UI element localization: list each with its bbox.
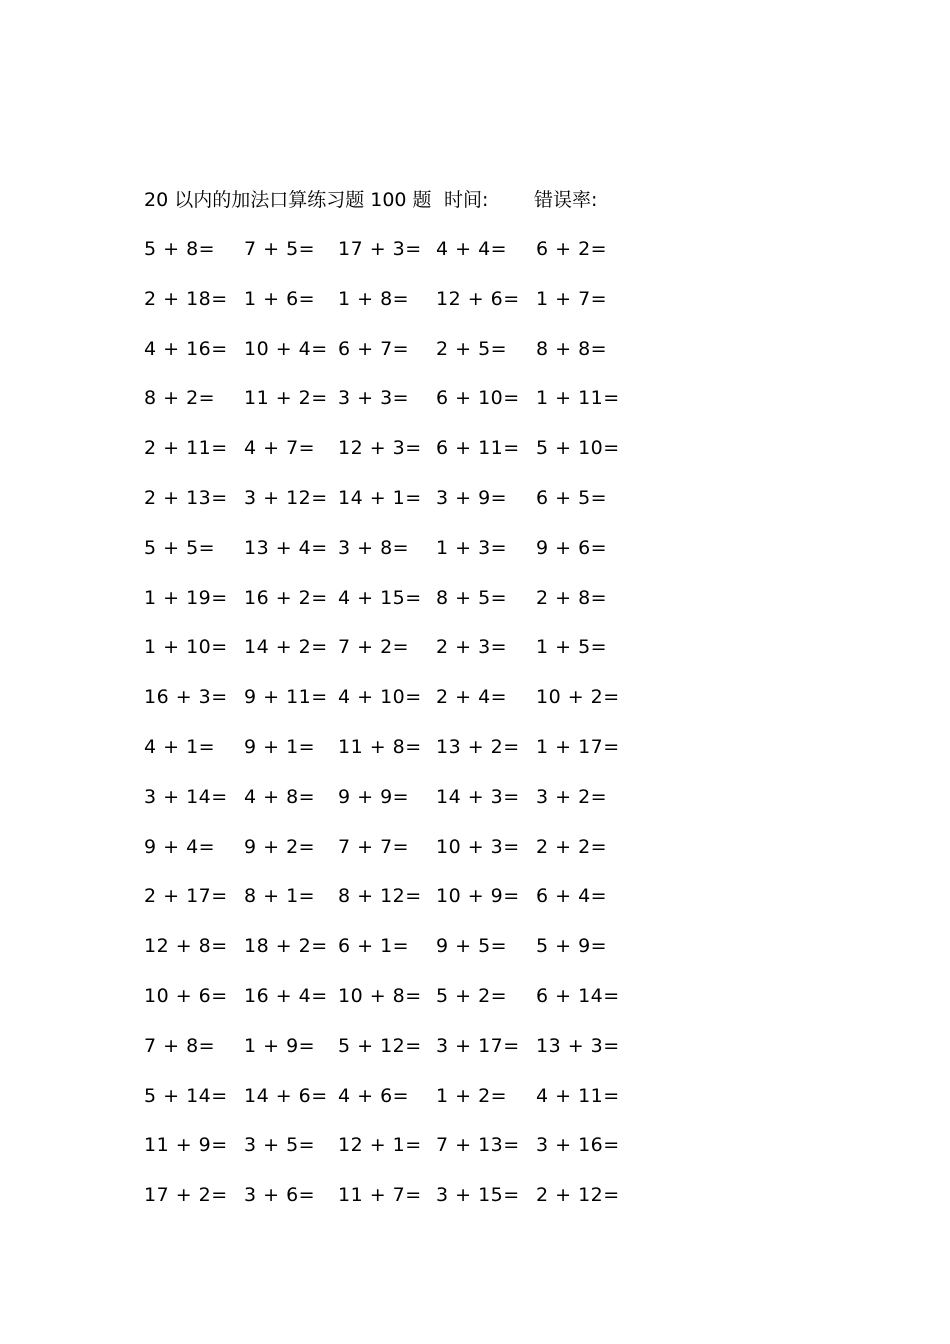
problem-item: 3 + 9= (436, 486, 508, 509)
time-label: 时间: (444, 189, 489, 211)
problem-item: 11 + 2= (244, 387, 328, 410)
problem-item: 10 + 9= (436, 885, 520, 908)
problem-item: 6 + 11= (436, 437, 520, 460)
problem-row (140, 832, 640, 882)
problem-item: 6 + 7= (338, 337, 410, 360)
problem-item: 7 + 13= (436, 1134, 520, 1157)
problem-row (140, 1081, 640, 1131)
problem-item: 1 + 17= (536, 735, 620, 758)
problem-item: 2 + 4= (436, 686, 508, 709)
problem-row (140, 483, 640, 533)
problem-row (140, 284, 640, 334)
problem-item: 2 + 18= (144, 287, 228, 310)
problem-item: 1 + 8= (338, 287, 410, 310)
problem-item: 9 + 2= (244, 835, 316, 858)
problem-item: 6 + 14= (536, 984, 620, 1007)
problem-item: 13 + 2= (436, 735, 520, 758)
problem-item: 17 + 3= (338, 238, 422, 260)
problem-item: 10 + 2= (536, 686, 620, 709)
problem-item: 13 + 4= (244, 536, 328, 559)
problem-item: 8 + 5= (436, 586, 508, 609)
problem-item: 9 + 11= (244, 686, 328, 709)
problem-item: 1 + 19= (144, 586, 228, 609)
problem-row (140, 632, 640, 682)
problem-item: 9 + 9= (338, 785, 410, 808)
problem-item: 10 + 4= (244, 337, 328, 360)
problem-item: 10 + 6= (144, 984, 228, 1007)
problem-item: 5 + 12= (338, 1034, 422, 1057)
problem-item: 8 + 2= (144, 387, 216, 410)
problem-item: 14 + 6= (244, 1084, 328, 1107)
problem-item: 5 + 9= (536, 935, 608, 958)
problem-item: 4 + 10= (338, 686, 422, 709)
problem-row (140, 1130, 640, 1180)
problem-row (140, 1180, 640, 1230)
problem-item: 4 + 16= (144, 337, 228, 360)
problem-row (140, 682, 640, 732)
problem-item: 9 + 1= (244, 735, 316, 758)
problem-item: 1 + 3= (436, 536, 508, 559)
problem-row (140, 334, 640, 384)
problem-item: 5 + 2= (436, 984, 508, 1007)
problem-item: 9 + 5= (436, 935, 508, 958)
problem-item: 11 + 8= (338, 735, 422, 758)
problem-row (140, 782, 640, 832)
problem-item: 7 + 7= (338, 835, 410, 858)
problem-item: 11 + 9= (144, 1134, 228, 1157)
problem-item: 6 + 5= (536, 486, 608, 509)
problem-item: 1 + 7= (536, 287, 608, 310)
problem-item: 16 + 3= (144, 686, 228, 709)
problem-item: 3 + 5= (244, 1134, 316, 1157)
problem-item: 2 + 11= (144, 437, 228, 460)
problem-item: 2 + 13= (144, 486, 228, 509)
problem-item: 1 + 6= (244, 287, 316, 310)
problem-row (140, 433, 640, 483)
problem-item: 14 + 1= (338, 486, 422, 509)
problem-item: 3 + 16= (536, 1134, 620, 1157)
problem-item: 5 + 10= (536, 437, 620, 460)
problem-item: 6 + 4= (536, 885, 608, 908)
problem-item: 1 + 9= (244, 1034, 316, 1057)
problem-item: 12 + 8= (144, 935, 228, 958)
problem-item: 16 + 2= (244, 586, 328, 609)
problem-item: 1 + 2= (436, 1084, 508, 1107)
problem-item: 12 + 6= (436, 287, 520, 310)
problem-item: 14 + 2= (244, 636, 328, 659)
problem-row (140, 881, 640, 931)
problem-item: 1 + 5= (536, 636, 608, 659)
problem-row (140, 1031, 640, 1081)
problem-item: 4 + 1= (144, 735, 216, 758)
problem-row (140, 234, 640, 284)
problem-item: 5 + 8= (144, 238, 216, 260)
worksheet-title: 20 以内的加法口算练习题 100 题 (144, 189, 432, 211)
problem-grid (140, 234, 640, 1230)
problem-item: 8 + 8= (536, 337, 608, 360)
problem-item: 12 + 3= (338, 437, 422, 460)
problem-row (140, 981, 640, 1031)
problem-item: 3 + 15= (436, 1184, 520, 1207)
problem-item: 2 + 8= (536, 586, 608, 609)
problem-item: 2 + 2= (536, 835, 608, 858)
problem-item: 3 + 14= (144, 785, 228, 808)
problem-item: 7 + 2= (338, 636, 410, 659)
problem-item: 18 + 2= (244, 935, 328, 958)
problem-item: 2 + 17= (144, 885, 228, 908)
problem-item: 3 + 6= (244, 1184, 316, 1207)
problem-item: 9 + 6= (536, 536, 608, 559)
problem-item: 12 + 1= (338, 1134, 422, 1157)
problem-item: 5 + 14= (144, 1084, 228, 1107)
problem-item: 10 + 8= (338, 984, 422, 1007)
problem-item: 4 + 4= (436, 238, 508, 260)
problem-item: 3 + 17= (436, 1034, 520, 1057)
problem-item: 10 + 3= (436, 835, 520, 858)
problem-item: 4 + 8= (244, 785, 316, 808)
problem-row (140, 732, 640, 782)
problem-item: 3 + 2= (536, 785, 608, 808)
error-rate-label: 错误率: (534, 189, 598, 211)
problem-item: 6 + 2= (536, 238, 608, 260)
problem-item: 14 + 3= (436, 785, 520, 808)
problem-item: 4 + 15= (338, 586, 422, 609)
problem-item: 6 + 1= (338, 935, 410, 958)
problem-item: 7 + 5= (244, 238, 316, 260)
problem-row (140, 931, 640, 981)
problem-item: 7 + 8= (144, 1034, 216, 1057)
problem-row (140, 383, 640, 433)
problem-item: 9 + 4= (144, 835, 216, 858)
problem-item: 2 + 3= (436, 636, 508, 659)
problem-item: 8 + 1= (244, 885, 316, 908)
problem-item: 6 + 10= (436, 387, 520, 410)
problem-item: 5 + 5= (144, 536, 216, 559)
problem-item: 4 + 7= (244, 437, 316, 460)
problem-item: 8 + 12= (338, 885, 422, 908)
problem-row (140, 583, 640, 633)
problem-item: 13 + 3= (536, 1034, 620, 1057)
problem-row (140, 533, 640, 583)
problem-item: 11 + 7= (338, 1184, 422, 1207)
problem-item: 1 + 11= (536, 387, 620, 410)
problem-item: 4 + 6= (338, 1084, 410, 1107)
problem-item: 1 + 10= (144, 636, 228, 659)
problem-item: 3 + 8= (338, 536, 410, 559)
problem-item: 3 + 12= (244, 486, 328, 509)
problem-item: 16 + 4= (244, 984, 328, 1007)
problem-item: 2 + 12= (536, 1184, 620, 1207)
problem-item: 2 + 5= (436, 337, 508, 360)
problem-item: 17 + 2= (144, 1184, 228, 1207)
problem-item: 3 + 3= (338, 387, 410, 410)
problem-item: 4 + 11= (536, 1084, 620, 1107)
